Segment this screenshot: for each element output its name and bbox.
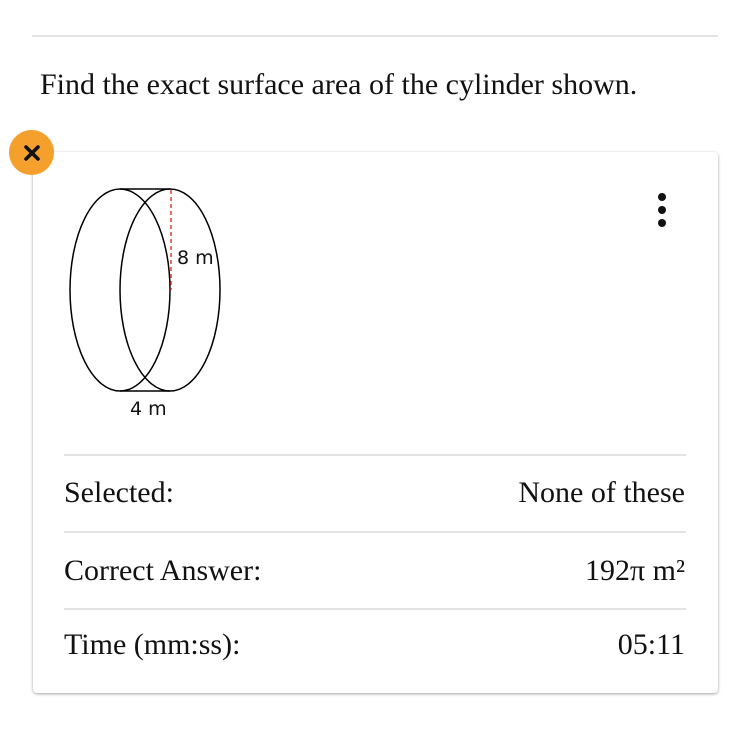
more-vertical-icon: [658, 193, 666, 201]
close-icon: [23, 144, 41, 162]
selected-value: None of these: [518, 476, 685, 509]
height-label: 8 m: [177, 247, 214, 269]
correct-answer-label: Correct Answer:: [64, 554, 262, 587]
time-value: 05:11: [617, 628, 685, 661]
correct-answer-value: 192π m²: [585, 554, 685, 587]
width-label: 4 m: [130, 398, 167, 420]
selected-label: Selected:: [64, 476, 174, 509]
top-divider: [32, 35, 718, 37]
more-options-button[interactable]: [645, 190, 679, 230]
row-divider: [64, 454, 686, 456]
time-label: Time (mm:ss):: [64, 628, 241, 661]
row-divider: [64, 531, 686, 533]
question-text: Find the exact surface area of the cylinder shown.: [40, 68, 638, 101]
dismiss-button[interactable]: [9, 130, 54, 175]
cylinder-figure: [60, 178, 240, 428]
row-divider: [64, 608, 686, 610]
